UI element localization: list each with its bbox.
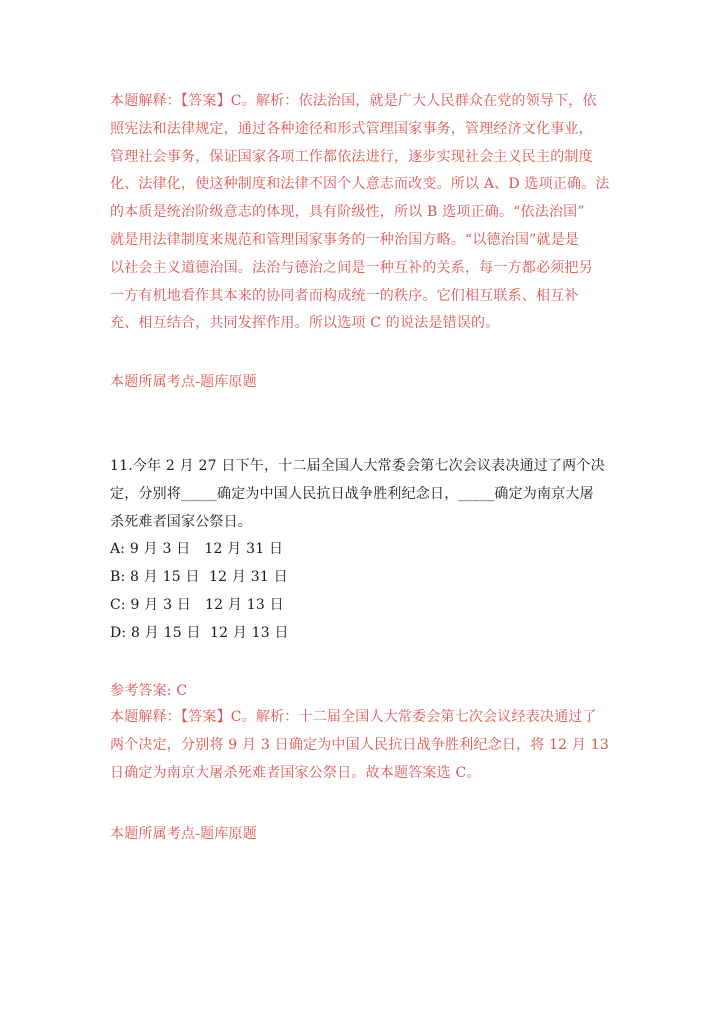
- explanation-line: 化、法律化，使这种制度和法律不因个人意志而改变。所以 A、D 选项正确。法: [110, 176, 610, 193]
- explanation-line: 两个决定，分别将 9 月 3 日确定为中国人民抗日战争胜利纪念日，将 12 月 13: [110, 736, 609, 753]
- explanation-line: 充、相互结合，共同发挥作用。所以选项 C 的说法是错误的。: [110, 315, 500, 332]
- source-note-q11: [110, 821, 620, 849]
- question-11: [110, 453, 620, 648]
- explanation-line: 照宪法和法律规定，通过各种途径和形式管理国家事务，管理经济文化事业，: [110, 120, 593, 137]
- explanation-line: 一方有机地看作其本来的协同者而构成统一的秩序。它们相互联系、相互补: [110, 287, 579, 304]
- question-stem-line: 11.今年 2 月 27 日下午，十二届全国人大常委会第七次会议表决通过了两个决: [110, 458, 605, 474]
- explanation-line: 的本质是统治阶级意志的体现，具有阶级性，所以 B 选项正确。“依法治国”: [110, 204, 585, 221]
- explanation-line: 本题解释：【答案】C。解析：依法治国，就是广大人民群众在党的领导下，依: [110, 93, 597, 109]
- source-note-text: 本题所属考点-题库原题: [110, 374, 257, 390]
- question-stem-line: 杀死难者国家公祭日。: [110, 513, 252, 530]
- source-note-q10: [110, 369, 620, 397]
- option-d: D: 8 月 15 日 12 月 13 日: [110, 624, 289, 641]
- explanation-line: 日确定为南京大屠杀死难者国家公祭日。故本题答案选 C。: [110, 764, 481, 781]
- option-c: C: 9 月 3 日 12 月 13 日: [110, 596, 284, 613]
- question-stem-line: 定，分别将_____确定为中国人民抗日战争胜利纪念日，_____确定为南京大屠: [110, 485, 594, 502]
- explanation-line: 本题解释：【答案】C。解析：十二届全国人大常委会第七次会议经表决通过了: [110, 709, 597, 725]
- explanation-line: 就是用法律制度来规范和管理国家事务的一种治国方略。“以德治国”就是是: [110, 231, 580, 248]
- explanation-line: 管理社会事务，保证国家各项工作都依法进行，逐步实现社会主义民主的制度: [110, 148, 593, 165]
- explanation-line: 以社会主义道德治国。法治与德治之间是一种互补的关系，每一方都必须把另: [110, 259, 593, 276]
- option-b: B: 8 月 15 日 12 月 31 日: [110, 569, 288, 586]
- reference-answer: 参考答案: C: [110, 683, 188, 699]
- source-note-text: 本题所属考点-题库原题: [110, 826, 257, 842]
- explanation-q10: [110, 88, 620, 338]
- option-a: A: 9 月 3 日 12 月 31 日: [110, 541, 284, 558]
- answer-q11: [110, 678, 620, 787]
